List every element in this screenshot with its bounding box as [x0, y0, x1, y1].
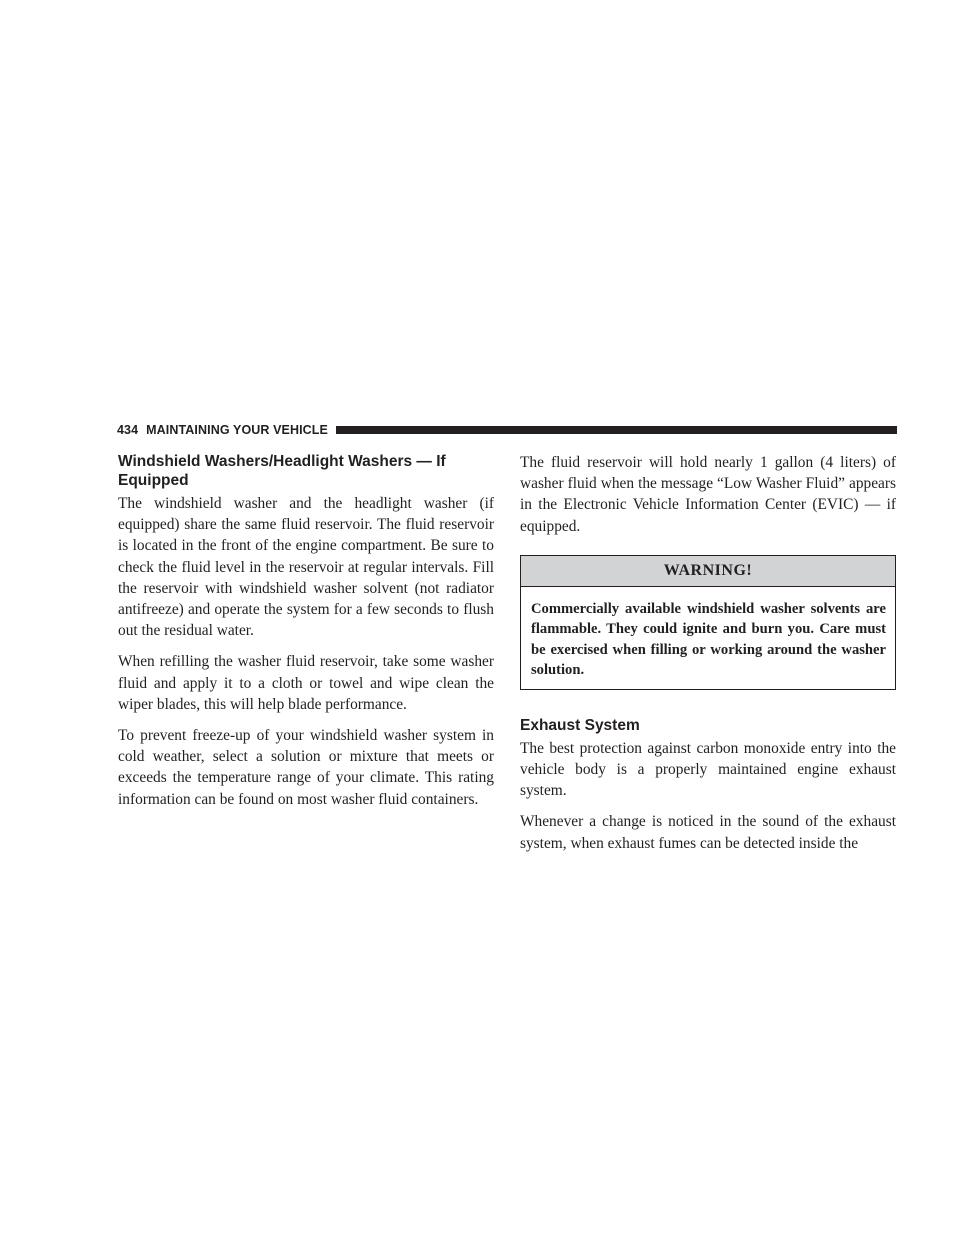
- page-number: 434: [117, 423, 139, 437]
- warning-box: [520, 555, 896, 690]
- washers-paragraph-2: When refilling the washer fluid reservoir, take some washer fluid and apply it to a cloth or towel and wipe clean the wiper blades, this will help blade performance.: [118, 653, 494, 713]
- washers-heading: Windshield Washers/Headlight Washers — If Equipped: [118, 453, 446, 489]
- washers-paragraph-3: To prevent freeze-up of your windshield washer system in cold weather, select a solution or mixture that meets or exceeds the temperature range of your climate. This rating information can be found on most washer fluid containers.: [118, 727, 494, 808]
- exhaust-paragraph-1: The best protection against carbon monoxide entry into the vehicle body is a properly maintained engine exhaust system.: [520, 739, 896, 800]
- washers-paragraph-1: The windshield washer and the headlight washer (if equipped) share the same fluid reservoir. The fluid reservoir is located in the front of the engine compartment. Be sure to check the fluid level in the reservoir at regular intervals. Fill the reservoir with windshield washer solvent (not radiator antifreeze) and operate the system for a few seconds to flush out the residual water.: [118, 495, 494, 640]
- page-header: [117, 421, 897, 439]
- section-title: MAINTAINING YOUR VEHICLE: [146, 423, 328, 437]
- right-column: [520, 452, 896, 864]
- exhaust-heading: Exhaust System: [520, 716, 640, 734]
- warning-title: WARNING!: [521, 556, 895, 587]
- exhaust-paragraph-2: Whenever a change is noticed in the sound of the exhaust system, when exhaust fumes can be detected inside the: [520, 813, 896, 852]
- reservoir-capacity-paragraph: The fluid reservoir will hold nearly 1 gallon (4 liters) of washer fluid when the message “Low Washer Fluid” appears in the Electronic Vehicle Information Center (EVIC) — if equipped.: [520, 454, 896, 535]
- left-column: [118, 452, 494, 820]
- header-rule: [336, 426, 897, 434]
- warning-text: Commercially available windshield washer solvents are flammable. They could ignite and burn you. Care must be exercised when filling or working around the washer solution.: [531, 600, 886, 679]
